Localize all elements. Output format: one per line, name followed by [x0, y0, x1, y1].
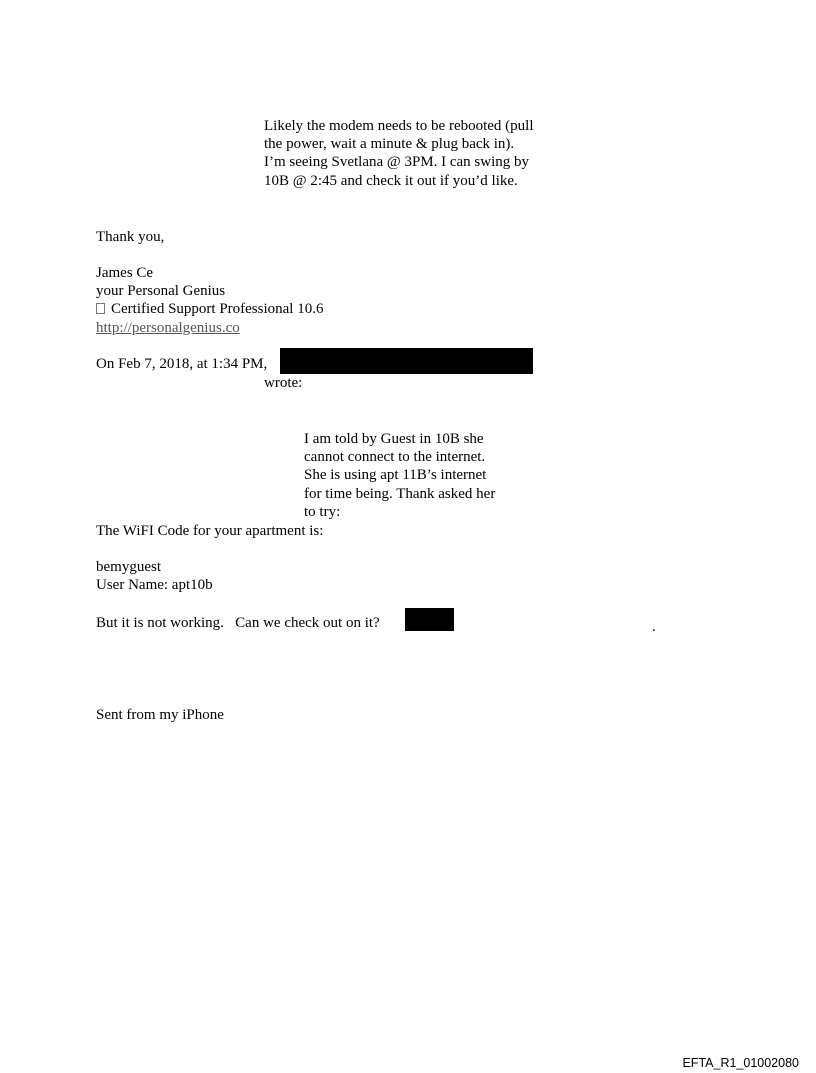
quoted-line: I am told by Guest in 10B she [304, 431, 484, 447]
quote-header-wrote: wrote: [264, 375, 303, 391]
quote-header-on: On Feb 7, 2018, at 1:34 PM, [96, 356, 268, 372]
reply-line: 10B @ 2:45 and check it out if you’d like. [264, 172, 518, 189]
stray-mark: . [652, 619, 656, 635]
followup-text: But it is not working. Can we check out on it? [96, 615, 380, 631]
sender-redaction-box [280, 348, 533, 374]
signoff: Thank you, [96, 229, 165, 245]
apple-logo-icon [96, 303, 105, 314]
signature-title: your Personal Genius [96, 283, 226, 300]
followup-redaction-box [405, 608, 454, 631]
quoted-message [304, 430, 495, 521]
reply-line: I’m seeing Svetlana @ 3PM. I can swing by [264, 154, 530, 171]
signature-url-link[interactable]: http://personalgenius.co [96, 319, 240, 336]
signature-cert [96, 300, 323, 318]
sent-from: Sent from my iPhone [96, 707, 224, 723]
reply-line: Likely the modem needs to be rebooted (pull [264, 118, 534, 134]
quoted-line: She is using apt 11B’s internet [304, 467, 487, 484]
quoted-line: for time being. Thank asked her [304, 485, 496, 502]
quoted-line: to try: [304, 503, 341, 520]
wifi-code: bemyguest [96, 559, 161, 575]
document-id: EFTA_R1_01002080 [682, 1056, 799, 1070]
reply-line: the power, wait a minute & plug back in). [264, 136, 515, 153]
signature-cert-text: Certified Support Professional 10.6 [111, 301, 324, 318]
quoted-line: cannot connect to the internet. [304, 449, 486, 466]
wifi-heading: The WiFI Code for your apartment is: [96, 523, 324, 539]
reply-text [264, 117, 534, 190]
signature-name: James Ce [96, 265, 154, 281]
signature [96, 264, 323, 337]
wifi-username: User Name: apt10b [96, 577, 213, 593]
